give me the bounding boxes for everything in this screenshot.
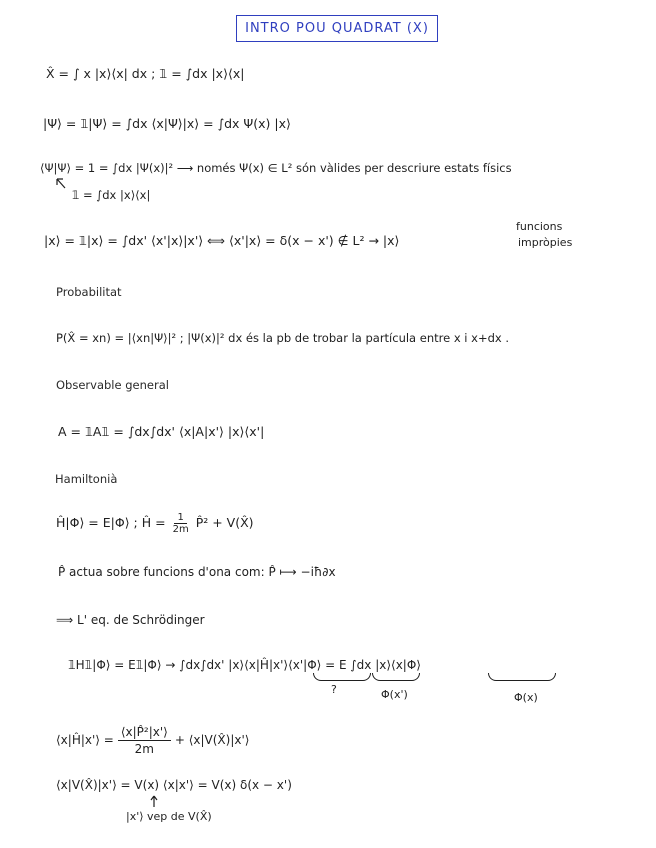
underbrace-phi-prime [372,673,420,681]
underbrace-phi [488,673,556,681]
state-expansion-line: |Ψ⟩ = 𝟙|Ψ⟩ = ∫dx ⟨x|Ψ⟩|x⟩ = ∫dx Ψ(x) |x⟩ [43,116,291,131]
probability-line: P(X̂ = xn) = |⟨xn|Ψ⟩|² ; |Ψ(x)|² dx és la pb de trobar la partícula entre x i x+dx . [56,331,510,345]
hamiltonian-fraction [170,512,192,535]
hamiltonian-eigen-text: Ĥ|Φ⟩ = E|Φ⟩ ; Ĥ = [56,515,166,530]
hamiltonian-matrix-lhs: ⟨x|Ĥ|x'⟩ = [56,733,114,747]
potential-term: + ⟨x|V(X̂)|x'⟩ [174,733,250,747]
heading-observable: Observable general [56,378,169,392]
hamiltonian-matrix-element-line [56,723,249,757]
kinetic-denominator: 2m [134,741,154,756]
underbrace-hamiltonian [313,673,371,681]
heading-hamiltonian: Hamiltonià [55,472,118,486]
identity-resolution-note: 𝟙 = ∫dx |x⟩⟨x| [72,188,151,202]
schrodinger-derivation-line: 𝟙H𝟙|Φ⟩ = E𝟙|Φ⟩ → ∫dx∫dx' |x⟩⟨x|Ĥ|x'⟩⟨x'|Φ⟩ = E ∫dx |x⟩⟨x|Φ⟩ [68,658,421,672]
hamiltonian-line [56,508,254,538]
page-title: INTRO POU QUADRAT (X) [236,15,438,42]
position-eigenstate-line: |x⟩ = 𝟙|x⟩ = ∫dx' ⟨x'|x⟩|x'⟩ ⟺ ⟨x'|x⟩ = δ(x − x') ∉ L² → |x⟩ [44,233,400,248]
up-arrow-icon [54,177,68,191]
kinetic-fraction [118,724,171,757]
schrodinger-heading: ⟹ L' eq. de Schrödinger [56,613,205,627]
fraction-numerator: 1 [174,512,186,524]
potential-matrix-element-line: ⟨x|V(X̂)|x'⟩ = V(x) ⟨x|x'⟩ = V(x) δ(x − x') [56,778,292,792]
normalization-line: ⟨Ψ|Ψ⟩ = 1 = ∫dx |Ψ(x)|² ⟶ només Ψ(x) ∈ L² són vàlides per descriure estats físics [40,161,512,175]
hamiltonian-terms: P̂² + V(X̂) [195,515,254,530]
phi-x-prime-label: Φ(x') [381,688,408,701]
phi-x-label: Φ(x) [514,691,538,704]
heading-probability: Probabilitat [56,285,122,299]
position-operator-line: X̂ = ∫ x |x⟩⟨x| dx ; 𝟙 = ∫dx |x⟩⟨x| [46,66,245,81]
momentum-operator-line: P̂ actua sobre funcions d'ona com: P̂ ⟼ −iħ∂x [58,565,336,579]
improper-functions-note-top: funcions [516,220,563,233]
up-arrow-icon [149,794,159,808]
kinetic-numerator: ⟨x|P̂²|x'⟩ [118,724,171,741]
eigenvector-note: |x'⟩ vep de V(X̂) [126,810,212,823]
improper-functions-note-bottom: impròpies [518,236,573,249]
fraction-denominator: 2m [172,523,189,535]
observable-expansion-line: A = 𝟙A𝟙 = ∫dx∫dx' ⟨x|A|x'⟩ |x⟩⟨x'| [58,424,265,439]
question-mark-note: ? [331,683,337,696]
